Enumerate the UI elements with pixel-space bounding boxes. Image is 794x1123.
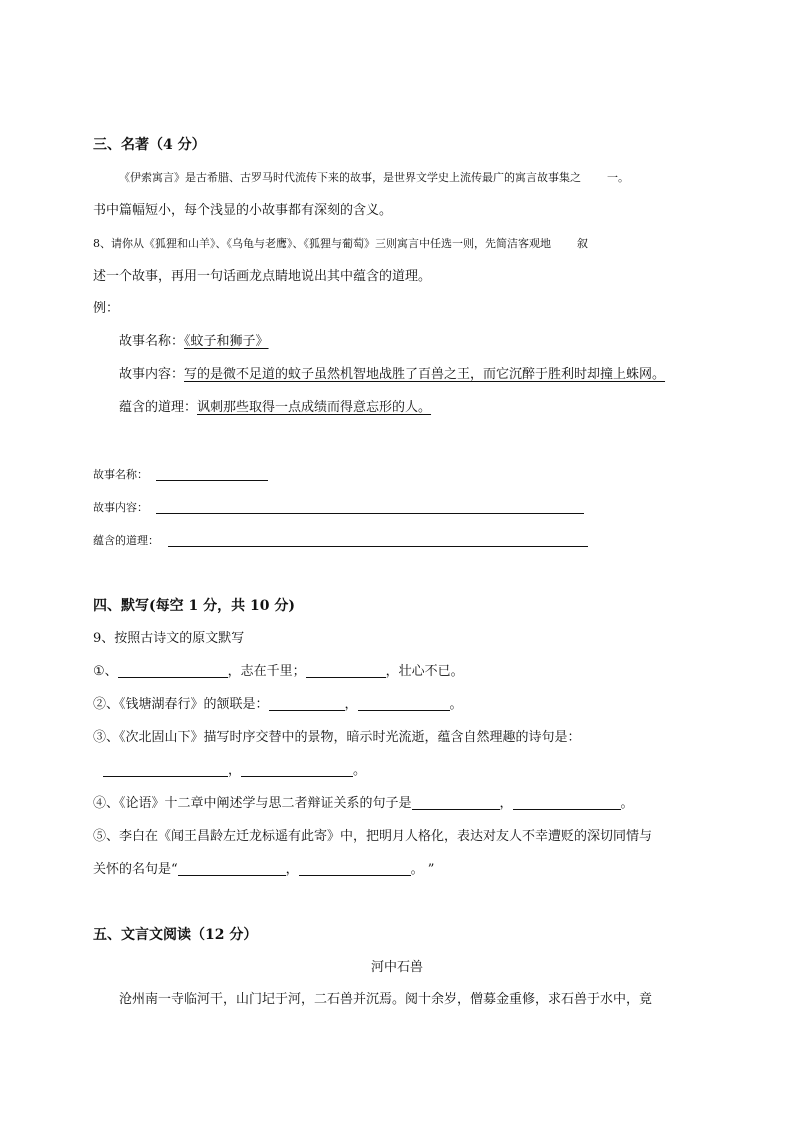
question-8-text-a: 8、请你从《狐狸和山羊》、《乌龟与老鹰》、《狐狸与葡萄》三则寓言中任选一则，先简洁客观地 [93,237,551,250]
intro-text-a: 《伊索寓言》是古希腊、古罗马时代流传下来的故事，是世界文学史上流传最广的寓言故事集之 [119,171,581,184]
answer-story-moral [93,532,588,550]
recite-3-blank-a[interactable] [103,762,228,777]
recite-1-end: ，壮心不已。 [385,664,464,679]
recite-1-prefix: ①、 [93,664,118,679]
answer-moral-blank[interactable] [168,532,588,547]
question-8-line-2: 述一个故事，再用一句话画龙点睛地说出其中蕴含的道理。 [93,269,432,284]
example-story-content [119,366,665,384]
section5-heading: 五、文言文阅读（12 分） [93,927,258,943]
intro-line-2: 书中篇幅短小，每个浅显的小故事都有深刻的含义。 [93,203,393,218]
recite-line-4 [93,795,634,813]
recite-5-blank-b[interactable] [299,861,411,876]
passage-paragraph: 沧州南一寺临河干，山门圮于河，二石兽并沉焉。阅十余岁，僧募金重修，求石兽于水中，竟 [119,992,653,1007]
example-label: 例： [93,301,120,316]
recite-4-blank-a[interactable] [412,795,500,810]
section3-heading: 三、名著（4 分） [93,137,206,153]
recite-1-blank-a[interactable] [118,663,228,678]
example-name-value: 《蚊子和狮子》 [184,334,269,349]
recite-5-end: 。 ” [410,862,435,877]
recite-4-end: 。 [620,796,634,811]
answer-content-blank[interactable] [156,499,584,514]
recite-line-3-answers [93,762,366,780]
answer-content-label: 故事内容： [93,501,148,514]
recite-2-blank-b[interactable] [358,696,450,711]
passage-title: 河中石兽 [370,960,423,975]
answer-moral-label: 蕴含的道理： [93,534,159,547]
recite-line-5: ⑤、李白在《闻王昌龄左迁龙标遥有此寄》中，把明月人格化，表达对友人不幸遭贬的深切同情与 [93,829,653,844]
recite-1-blank-b[interactable] [306,663,386,678]
answer-name-blank[interactable] [156,466,268,481]
question-8-text-b: 叙 [577,237,588,250]
example-content-value: 写的是微不足道的蚊子虽然机智地战胜了百兽之王，而它沉醉于胜利时却撞上蛛网。 [184,367,666,382]
recite-2-mid: ， [344,697,358,712]
recite-5-mid: ， [285,862,299,877]
recite-3-blank-b[interactable] [241,762,353,777]
recite-4-blank-b[interactable] [513,795,621,810]
recite-2-prefix: ②、《钱塘湖春行》的颔联是： [93,697,269,712]
recite-5-prefix: 关怀的名句是“ [93,862,178,877]
recite-2-end: 。 [449,697,463,712]
recite-4-mid: ， [499,796,513,811]
example-name-label: 故事名称： [119,334,185,349]
section4-heading: 四、默写(每空 1 分，共 10 分) [93,598,295,614]
example-story-moral [119,399,431,417]
recite-1-mid: ，志在千里； [227,664,306,679]
recite-2-blank-a[interactable] [269,696,345,711]
answer-name-label: 故事名称： [93,468,148,481]
recite-3-mid: ， [228,763,242,778]
example-moral-label: 蕴含的道理： [119,400,198,415]
recite-line-3: ③、《次北固山下》描写时序交替中的景物，暗示时光流逝，蕴含自然理趣的诗句是： [93,730,581,745]
answer-story-content [93,499,584,517]
answer-story-name [93,466,268,484]
recite-line-5-answers [93,861,434,879]
recite-line-1 [93,663,464,681]
recite-line-2 [93,696,463,714]
intro-text-b: 一。 [607,171,629,184]
intro-line-1 [119,169,629,187]
example-moral-value: 讽刺那些取得一点成绩而得意忘形的人。 [197,400,432,415]
recite-3-end: 。 [353,763,367,778]
question-8-line-1 [93,235,588,253]
recite-4-prefix: ④、《论语》十二章中阐述学与思二者辩证关系的句子是 [93,796,412,811]
question-9: 9、按照古诗文的原文默写 [93,631,245,646]
example-content-label: 故事内容： [119,367,185,382]
recite-5-blank-a[interactable] [178,861,286,876]
example-story-name [119,333,269,351]
